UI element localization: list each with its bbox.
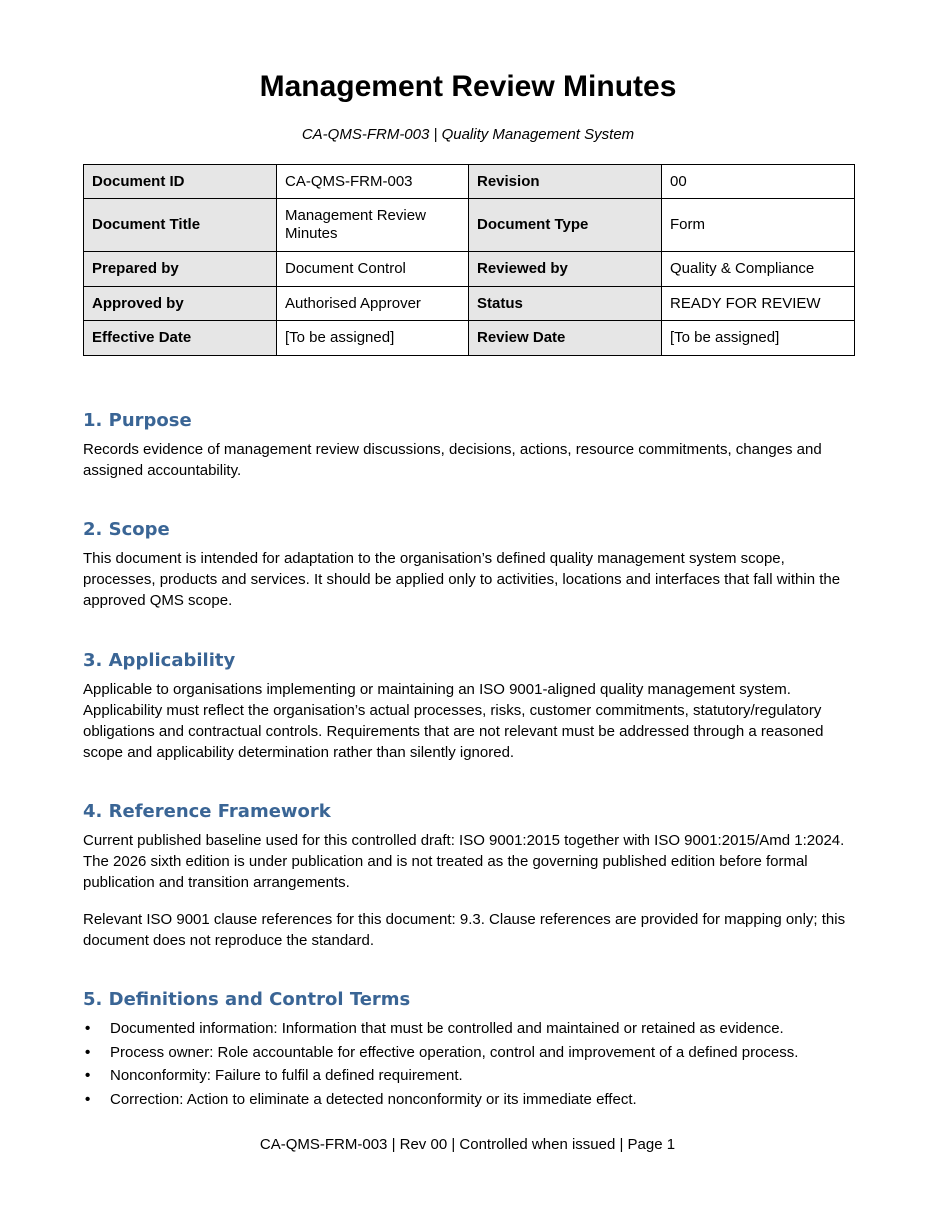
section-body: Relevant ISO 9001 clause references for this document: 9.3. Clause references are provided for mapping only; this document does not reproduce the standard. bbox=[83, 911, 846, 949]
table-value: Quality & Compliance bbox=[662, 252, 855, 287]
table-key: Status bbox=[469, 287, 662, 321]
table-value: Management Review Minutes bbox=[277, 199, 469, 252]
section-body: Records evidence of management review discussions, decisions, actions, resource commitments, changes and assigned accountability. bbox=[83, 441, 822, 479]
section-scope bbox=[83, 519, 853, 611]
table-value: [To be assigned] bbox=[662, 321, 855, 356]
table-row bbox=[84, 287, 855, 321]
document-control-table bbox=[83, 164, 855, 356]
section-applicability bbox=[83, 650, 853, 763]
section-heading: 5. Definitions and Control Terms bbox=[83, 989, 411, 1010]
table-key: Revision bbox=[469, 165, 662, 199]
table-key: Document Title bbox=[84, 199, 277, 252]
section-heading: 3. Applicability bbox=[83, 650, 236, 671]
list-item: • Documented information: Information that must be controlled and maintained or retained as evidence. bbox=[83, 1017, 853, 1041]
section-definitions bbox=[83, 989, 853, 1111]
table-value: 00 bbox=[662, 165, 855, 199]
table-key: Reviewed by bbox=[469, 252, 662, 287]
table-key: Document Type bbox=[469, 199, 662, 252]
table-key: Document ID bbox=[84, 165, 277, 199]
table-row bbox=[84, 199, 855, 252]
table-row bbox=[84, 252, 855, 287]
table-value: CA-QMS-FRM-003 bbox=[277, 165, 469, 199]
table-key: Prepared by bbox=[84, 252, 277, 287]
list-item: • Process owner: Role accountable for effective operation, control and improvement of a defined process. bbox=[83, 1041, 853, 1065]
section-purpose bbox=[83, 410, 853, 481]
section-heading: 4. Reference Framework bbox=[83, 801, 331, 822]
page-footer: CA-QMS-FRM-003 | Rev 00 | Controlled when issued | Page 1 bbox=[259, 1136, 676, 1153]
section-body: Current published baseline used for this controlled draft: ISO 9001:2015 together with ISO 9001:2015/Amd 1:2024. The 2026 sixth edition is under publication and is not treated as the governing published edition before formal publication and transition arrangements. bbox=[83, 832, 845, 891]
document-subtitle: CA-QMS-FRM-003 | Quality Management System bbox=[301, 126, 635, 143]
section-heading: 1. Purpose bbox=[83, 410, 192, 431]
table-key: Review Date bbox=[469, 321, 662, 356]
section-reference-framework bbox=[83, 801, 853, 951]
table-value: Document Control bbox=[277, 252, 469, 287]
list-item: • Correction: Action to eliminate a detected nonconformity or its immediate effect. bbox=[83, 1088, 853, 1112]
definitions-list bbox=[83, 1017, 853, 1111]
table-value: Form bbox=[662, 199, 855, 252]
table-key: Approved by bbox=[84, 287, 277, 321]
section-body: This document is intended for adaptation to the organisation’s defined quality management system scope, processes, products and services. It should be applied only to activities, locations and interfaces that fall within the approved QMS scope. bbox=[83, 550, 841, 609]
list-item: • Nonconformity: Failure to fulfil a defined requirement. bbox=[83, 1064, 853, 1088]
document-title: Management Review Minutes bbox=[259, 70, 677, 103]
table-value: Authorised Approver bbox=[277, 287, 469, 321]
section-body: Applicable to organisations implementing or maintaining an ISO 9001-aligned quality management system. Applicability must reflect the organisation’s actual processes, risks, customer commitments, statutory/regulatory obligations and contractual controls. Requirements that are not relevant must be addressed through a reasoned scope and applicability determination rather than silently ignored. bbox=[83, 681, 824, 761]
table-row bbox=[84, 321, 855, 356]
table-value: READY FOR REVIEW bbox=[662, 287, 855, 321]
table-row bbox=[84, 165, 855, 199]
table-value: [To be assigned] bbox=[277, 321, 469, 356]
section-heading: 2. Scope bbox=[83, 519, 170, 540]
table-key: Effective Date bbox=[84, 321, 277, 356]
